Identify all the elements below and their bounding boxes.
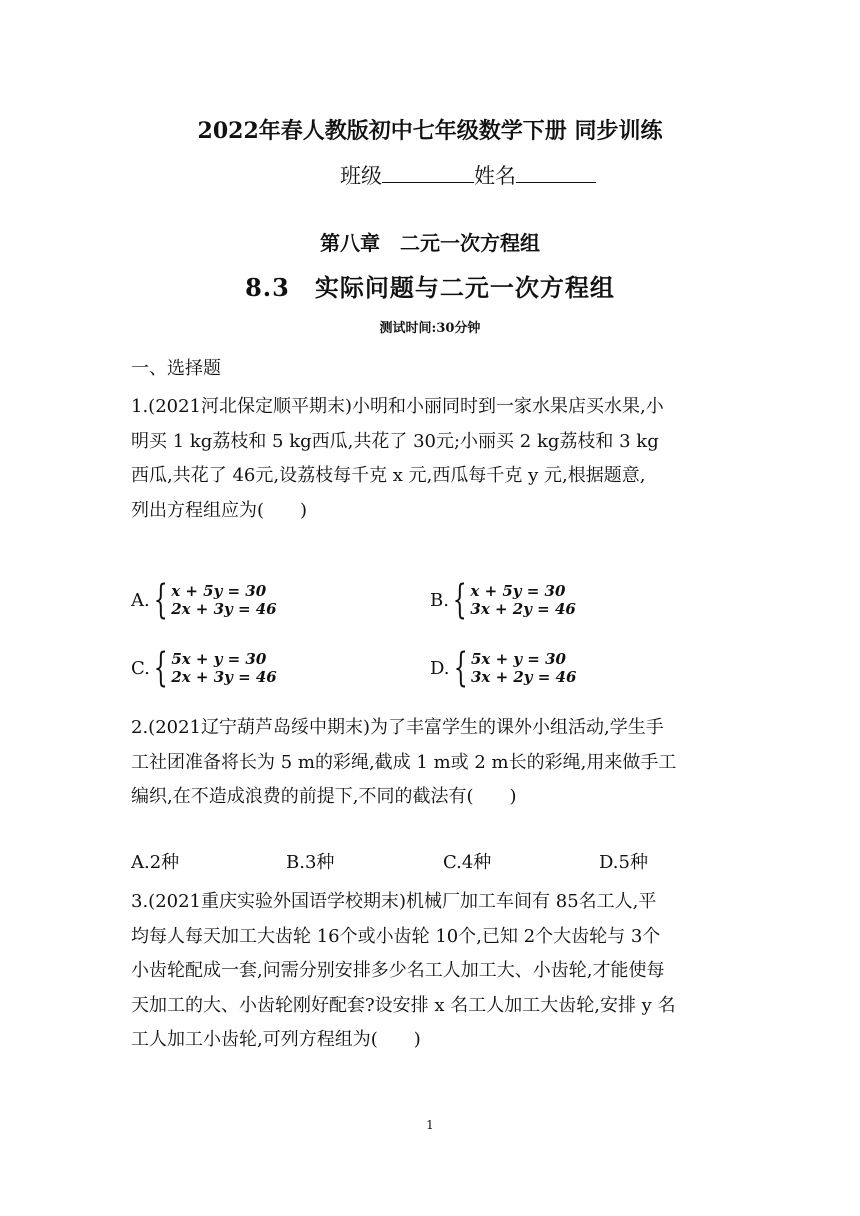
question-line: 编织,在不造成浪费的前提下,不同的截法有( )	[131, 786, 517, 807]
equation-system	[470, 582, 575, 618]
q2-option-d[interactable]: D.5种	[599, 852, 648, 873]
equation-system	[171, 582, 276, 618]
test-time: 测试时间:30分钟	[379, 321, 481, 336]
option-label: B.	[430, 589, 449, 611]
equation-system	[471, 650, 576, 686]
q2-option-b[interactable]: B.3种	[286, 852, 335, 873]
q1-option-d[interactable]	[430, 645, 577, 691]
question-1	[131, 390, 731, 528]
equation-system	[171, 650, 276, 686]
equation: 2x + 3y = 46	[171, 668, 277, 686]
equation: x + 5y = 30	[171, 582, 267, 600]
question-line: 小齿轮配成一套,问需分别安排多少名工人加工大、小齿轮,才能使每	[131, 960, 665, 981]
question-line: 明买 1 kg荔枝和 5 kg西瓜,共花了 30元;小丽买 2 kg荔枝和 3 kg	[131, 430, 659, 452]
question-line: 列出方程组应为( )	[131, 499, 308, 521]
brace-icon: {	[452, 577, 467, 623]
option-label: C.	[131, 657, 150, 679]
equation: 2x + 3y = 46	[171, 600, 277, 618]
question-line: 工人加工小齿轮,可列方程组为( )	[131, 1029, 421, 1050]
brace-icon: {	[453, 645, 468, 691]
class-blank	[382, 181, 474, 183]
equation: 3x + 2y = 46	[470, 600, 576, 618]
equation: 5x + y = 30	[470, 650, 566, 668]
class-label: 班级	[340, 164, 382, 188]
brace-icon: {	[153, 645, 168, 691]
section-heading: 一、选择题	[131, 358, 221, 379]
brace-icon: {	[153, 577, 168, 623]
equation: x + 5y = 30	[470, 582, 566, 600]
question-line: 3.(2021重庆实验外国语学校期末)机械厂加工车间有 85名工人,平	[131, 891, 657, 912]
q2-option-a[interactable]: A.2种	[131, 852, 180, 873]
page-number: 1	[426, 1118, 434, 1132]
q1-option-b[interactable]	[430, 577, 576, 623]
q1-option-c[interactable]	[131, 645, 277, 691]
question-line: 1.(2021河北保定顺平期末)小明和小丽同时到一家水果店买水果,小	[131, 396, 664, 417]
chapter-title: 第八章 二元一次方程组	[320, 231, 540, 255]
equation: 5x + y = 30	[171, 650, 267, 668]
question-line: 西瓜,共花了 46元,设荔枝每千克 x 元,西瓜每千克 y 元,根据题意,	[131, 465, 646, 486]
q2-option-c[interactable]: C.4种	[443, 852, 492, 873]
class-name-line	[340, 160, 596, 190]
q1-option-a[interactable]	[131, 577, 277, 623]
equation: 3x + 2y = 46	[470, 668, 577, 686]
name-blank	[516, 181, 596, 183]
question-line: 均每人每天加工大齿轮 16个或小齿轮 10个,已知 2个大齿轮与 3个	[131, 925, 661, 947]
section-title: 8.3 实际问题与二元一次方程组	[245, 273, 615, 302]
question-line: 天加工的大、小齿轮刚好配套?设安排 x 名工人加工大齿轮,安排 y 名	[131, 994, 676, 1016]
question-3	[131, 885, 731, 1058]
name-label: 姓名	[474, 164, 516, 188]
question-line: 工社团准备将长为 5 m的彩绳,截成 1 m或 2 m长的彩绳,用来做手工	[131, 751, 677, 773]
question-2	[131, 711, 731, 815]
worksheet-title: 2022年春人教版初中七年级数学下册 同步训练	[197, 118, 663, 144]
option-label: A.	[131, 589, 150, 611]
question-line: 2.(2021辽宁葫芦岛绥中期末)为了丰富学生的课外小组活动,学生手	[131, 717, 664, 738]
option-label: D.	[430, 657, 450, 679]
